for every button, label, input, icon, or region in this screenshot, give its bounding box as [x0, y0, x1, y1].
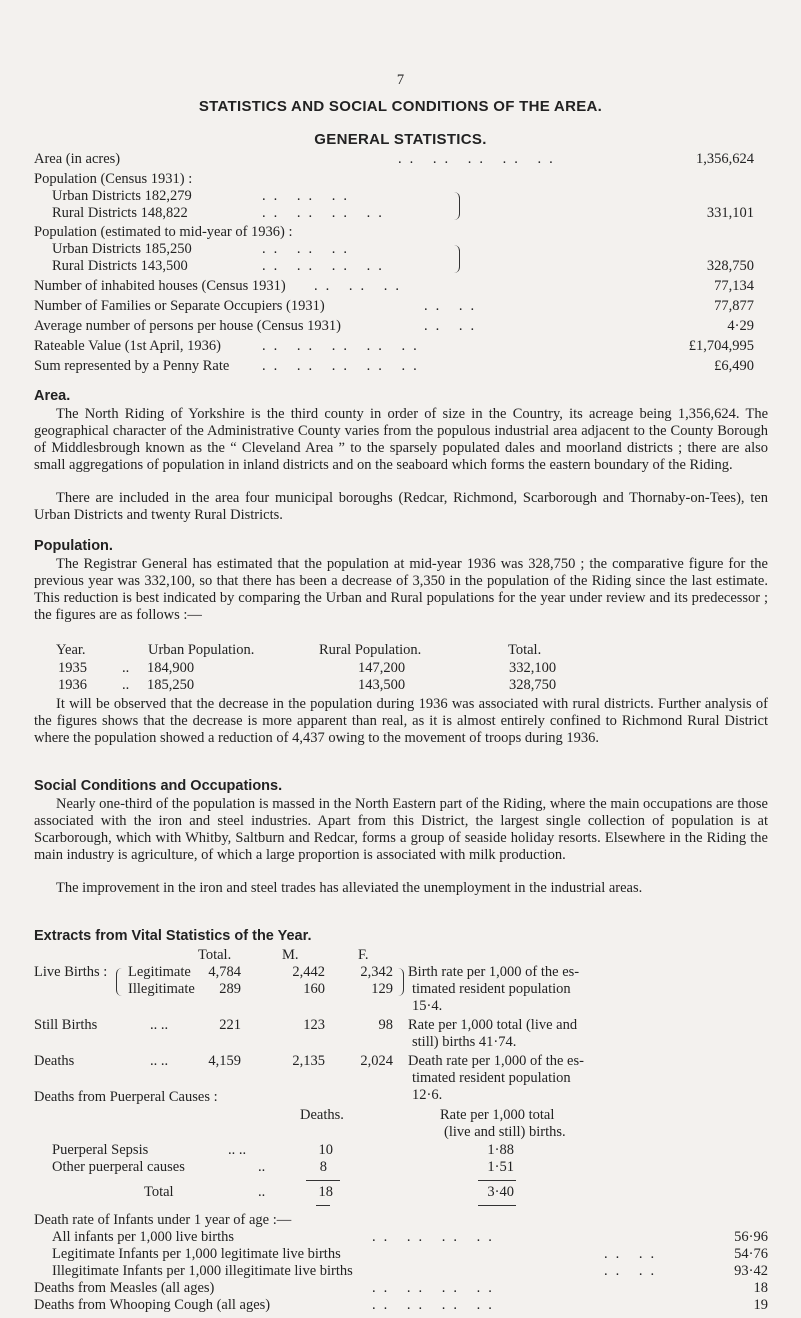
families-label: Number of Families or Separate Occupiers (1931): [34, 298, 325, 314]
pop1931-value: 331,101: [706, 205, 754, 221]
birth-note-3: 15·4.: [412, 998, 443, 1014]
leader-dots: .. ..: [150, 1017, 169, 1033]
death-note-3: 12·6.: [412, 1087, 443, 1103]
col-deaths: Deaths.: [300, 1107, 344, 1123]
illegit-f: 129: [371, 981, 393, 997]
infant-illegit-label: Illegitimate Infants per 1,000 illegitimate live births: [52, 1263, 353, 1279]
row-total: 328,750: [509, 677, 557, 693]
leader-dots: ..: [258, 1184, 266, 1200]
col-total: Total.: [198, 947, 232, 963]
infant-legit-value: 54·76: [734, 1246, 768, 1262]
pop1936-label: Population (estimated to mid-year of 1936) :: [34, 224, 293, 240]
leader-dots: .. .. .. .. ..: [398, 151, 561, 167]
leader-dots: .. .. .. .. ..: [262, 358, 425, 374]
divider: [478, 1180, 516, 1181]
infant-all-label: All infants per 1,000 live births: [52, 1229, 235, 1245]
deaths-total: 4,159: [208, 1053, 241, 1069]
population-heading: Population.: [34, 538, 113, 554]
live-births-label: Live Births :: [34, 964, 108, 980]
row-rural: 143,500: [358, 677, 406, 693]
illegit-total: 289: [219, 981, 241, 997]
rateable-label: Rateable Value (1st April, 1936): [34, 338, 221, 354]
area-value: 1,356,624: [696, 151, 754, 167]
birth-note-1: Birth rate per 1,000 of the es-: [408, 964, 580, 980]
penny-value: £6,490: [714, 358, 754, 374]
houses-value: 77,134: [714, 278, 754, 294]
leader-dots: .. ..: [228, 1142, 247, 1158]
penny-label: Sum represented by a Penny Rate: [34, 358, 230, 374]
row-urban: 184,900: [147, 660, 195, 676]
legit-m: 2,442: [292, 964, 325, 980]
leader-dots: .. .. .. ..: [372, 1297, 500, 1313]
leader-dots: .. .. .. ..: [262, 258, 390, 274]
area-paragraph-1: The North Riding of Yorkshire is the third county in order of size in the Country, its acreage being 1,356,624. The geographical character of the Administrative County varies from the populous industrial area adjacent to the County Borough of Middlesbrough known as the “ Cleveland Area ” to the sparsely populated dales and moorland districts ; there are also small aggregations of population in inland districts and on the seaboard which forms the eastern boundary of the Riding.: [34, 406, 768, 473]
infant-legit-label: Legitimate Infants per 1,000 legitimate live births: [52, 1246, 341, 1262]
population-paragraph-1: The Registrar General has estimated that the population at mid-year 1936 was 328,750 ; the comparative figure for the previous year was 332,100, so that there has been a decrease of 3,350 in the population of the Riding since the last estimate. This reduction is best indicated by comparing the Urban and Rural populations for the year under review and its predecessor ; the figures are as follows :—: [34, 556, 768, 623]
rural1931: Rural Districts 148,822: [52, 205, 188, 221]
leader-dots: .. ..: [150, 1053, 169, 1069]
measles-value: 18: [753, 1280, 768, 1296]
legit-total: 4,784: [208, 964, 241, 980]
whooping-label: Deaths from Whooping Cough (all ages): [34, 1297, 271, 1313]
puerperal-heading: Deaths from Puerperal Causes :: [34, 1089, 218, 1105]
col-rate-2: (live and still) births.: [444, 1124, 566, 1140]
leader-dots: .. ..: [424, 298, 483, 314]
birth-note-2: timated resident population: [412, 981, 571, 997]
col-f: F.: [358, 947, 369, 963]
leader-dots: .. ..: [424, 318, 483, 334]
area-label: Area (in acres): [34, 151, 121, 167]
area-paragraph-2: There are included in the area four municipal boroughs (Redcar, Richmond, Scarborough and Thornaby-on-Tees), ten Urban Districts and twenty Rural Districts.: [34, 490, 768, 523]
leader-dots: .. .. ..: [314, 278, 407, 294]
leader-dots: ..: [122, 660, 130, 676]
leader-dots: ..: [258, 1159, 266, 1175]
urban1936: Urban Districts 185,250: [52, 241, 192, 257]
leader-dots: .. .. .. .. ..: [262, 338, 425, 354]
leader-dots: .. .. .. ..: [372, 1229, 500, 1245]
row-rural: 147,200: [358, 660, 406, 676]
brace: [395, 968, 404, 996]
rateable-value: £1,704,995: [688, 338, 754, 354]
leader-dots: .. ..: [604, 1263, 663, 1279]
still-label: Still Births: [34, 1017, 98, 1033]
deaths-f: 2,024: [360, 1053, 393, 1069]
social-paragraph-1: Nearly one-third of the population is massed in the North Eastern part of the Riding, where the main occupations are those associated with the iron and steel industries. Apart from this District, the largest single collection of population is at Scarborough, which with Whitby, Saltburn and Redcar, forms a group of seaside holiday resorts. Elsewhere in the Riding the main industry is agriculture, of which a large proportion is associated with milk production.: [34, 796, 768, 863]
social-heading: Social Conditions and Occupations.: [34, 778, 283, 794]
measles-label: Deaths from Measles (all ages): [34, 1280, 215, 1296]
leader-dots: .. .. ..: [262, 241, 355, 257]
other-deaths: 8: [319, 1159, 327, 1175]
leader-dots: .. .. .. ..: [372, 1280, 500, 1296]
persons-value: 4·29: [727, 318, 754, 334]
death-note-2: timated resident population: [412, 1070, 571, 1086]
divider: [478, 1205, 516, 1206]
col-urban: Urban Population.: [148, 642, 255, 658]
illegit-label: Illegitimate: [128, 981, 195, 997]
still-f: 98: [378, 1017, 393, 1033]
still-total: 221: [219, 1017, 241, 1033]
sepsis-deaths: 10: [318, 1142, 333, 1158]
divider: [316, 1205, 330, 1206]
vital-heading: Extracts from Vital Statistics of the Year.: [34, 928, 312, 944]
illegit-m: 160: [303, 981, 325, 997]
whooping-value: 19: [753, 1297, 768, 1313]
deaths-label: Deaths: [34, 1053, 75, 1069]
deaths-m: 2,135: [292, 1053, 325, 1069]
brace: [451, 192, 460, 220]
death-note-1: Death rate per 1,000 of the es-: [408, 1053, 584, 1069]
brace: [116, 968, 125, 996]
still-note-2: still) births 41·74.: [412, 1034, 517, 1050]
row-year: 1936: [58, 677, 87, 693]
leader-dots: .. .. .. ..: [262, 205, 390, 221]
divider: [306, 1180, 340, 1181]
legit-f: 2,342: [360, 964, 393, 980]
pop1931-label: Population (Census 1931) :: [34, 171, 193, 187]
area-heading: Area.: [34, 388, 71, 404]
leader-dots: .. .. ..: [262, 188, 355, 204]
infant-illegit-value: 93·42: [734, 1263, 768, 1279]
page-number: 7: [396, 72, 405, 88]
total-deaths: 18: [318, 1184, 333, 1200]
row-total: 332,100: [509, 660, 557, 676]
still-note-1: Rate per 1,000 total (live and: [408, 1017, 578, 1033]
still-m: 123: [303, 1017, 325, 1033]
population-paragraph-2: It will be observed that the decrease in the population during 1936 was associated with rural districts. Further analysis of the figures shows that the decrease is more apparent than real, as it is almost entirely confined to Richmond Rural District where the population showed a reduction of 4,437 owing to the movement of troops during 1936.: [34, 696, 768, 746]
col-rate-1: Rate per 1,000 total: [440, 1107, 555, 1123]
row-urban: 185,250: [147, 677, 195, 693]
col-year: Year.: [56, 642, 86, 658]
social-paragraph-2: The improvement in the iron and steel trades has alleviated the unemployment in the industrial areas.: [56, 880, 643, 896]
pop1936-value: 328,750: [706, 258, 754, 274]
families-value: 77,877: [714, 298, 754, 314]
legit-label: Legitimate: [128, 964, 191, 980]
houses-label: Number of inhabited houses (Census 1931): [34, 278, 286, 294]
row-year: 1935: [58, 660, 87, 676]
main-title: STATISTICS AND SOCIAL CONDITIONS OF THE AREA.: [198, 98, 603, 115]
persons-label: Average number of persons per house (Census 1931): [34, 318, 341, 334]
col-total: Total.: [508, 642, 542, 658]
col-rural: Rural Population.: [319, 642, 422, 658]
total-rate: 3·40: [487, 1184, 514, 1200]
infant-all-value: 56·96: [734, 1229, 768, 1245]
sub-title: GENERAL STATISTICS.: [314, 131, 487, 148]
urban1931: Urban Districts 182,279: [52, 188, 192, 204]
col-m: M.: [282, 947, 299, 963]
other-label: Other puerperal causes: [52, 1159, 185, 1175]
rural1936: Rural Districts 143,500: [52, 258, 188, 274]
infant-heading: Death rate of Infants under 1 year of age :—: [34, 1212, 292, 1228]
brace: [451, 245, 460, 273]
sepsis-rate: 1·88: [487, 1142, 514, 1158]
leader-dots: .. ..: [604, 1246, 663, 1262]
other-rate: 1·51: [487, 1159, 514, 1175]
leader-dots: ..: [122, 677, 130, 693]
sepsis-label: Puerperal Sepsis: [52, 1142, 149, 1158]
total-label: Total: [144, 1184, 174, 1200]
